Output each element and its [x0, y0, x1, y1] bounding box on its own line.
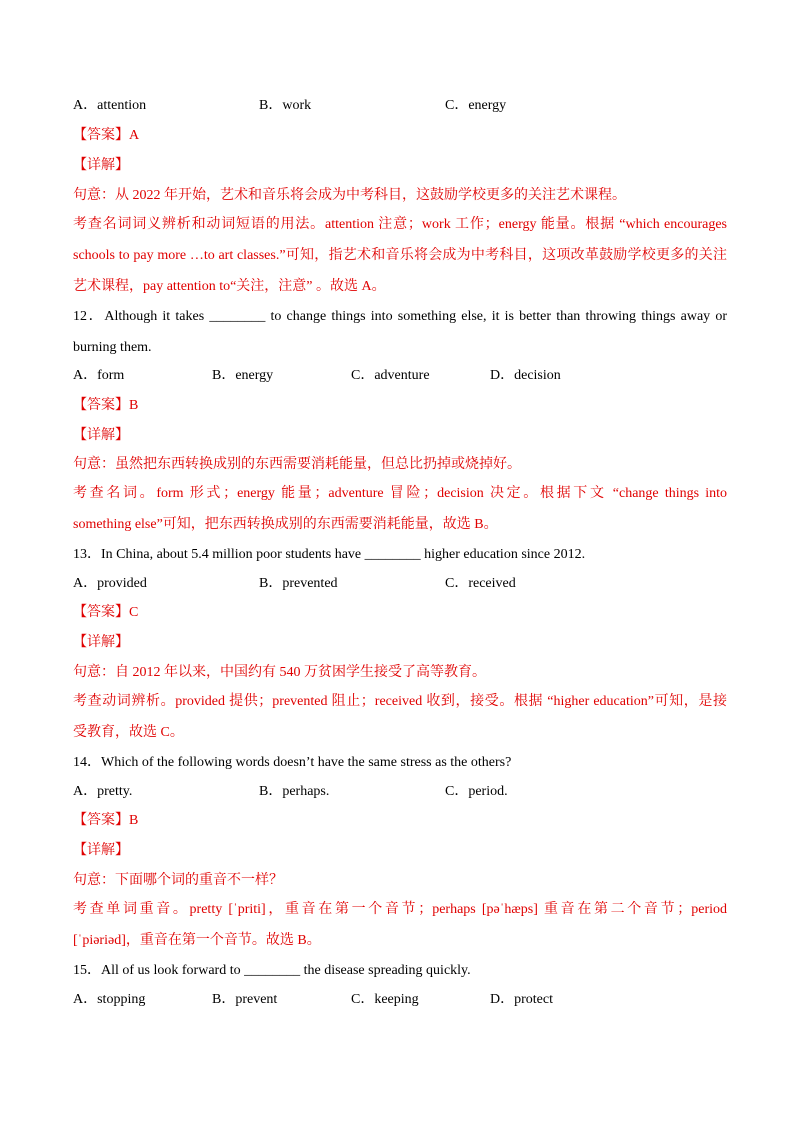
q13-option-b: B．prevented — [259, 576, 338, 591]
q13-detail-label: 【详解】 — [73, 635, 129, 650]
q14-answer: 【答案】B — [73, 813, 139, 828]
q14-option-b: B．perhaps. — [259, 784, 330, 799]
q14-explanation-line-2: [ˈpiəriəd]，重音在第一个音节。故选 B。 — [73, 933, 321, 948]
q12-option-b: B．energy — [212, 368, 274, 383]
q12-stem-line-1: 12．Although it takes ________ to change things into something else, it is better than throwing things away or — [73, 309, 727, 324]
q12-explanation-line-2: something else”可知，把东西转换成别的东西需要消耗能量，故选 B。 — [73, 517, 498, 532]
q12-explanation-line-1: 考查名词。form 形式；energy 能量；adventure 冒险；decision 决定。根据下文 “change things into — [73, 486, 727, 501]
q14-detail-label: 【详解】 — [73, 843, 129, 858]
q13-explanation-line-1: 考查动词辨析。provided 提供；prevented 阻止；received 收到，接受。根据 “higher education”可知，是接 — [73, 694, 727, 709]
q12-option-c: C．adventure — [351, 368, 430, 383]
q13-stem: 13．In China, about 5.4 million poor students have ________ higher education since 2012. — [73, 547, 586, 562]
q15-option-d: D．protect — [490, 992, 553, 1007]
q11-explanation-line-2: schools to pay more …to art classes.”可知，指艺术和音乐将会成为中考科目，这项改革鼓励学校更多的关注 — [73, 248, 727, 263]
q11-explanation-line-1: 考查名词词义辨析和动词短语的用法。attention 注意；work 工作；energy 能量。根据 “which encourages — [73, 217, 727, 232]
q11-option-b: B．work — [259, 98, 312, 113]
q14-option-c: C．period. — [445, 784, 508, 799]
q11-detail-label: 【详解】 — [73, 158, 129, 173]
q14-explanation-line-1: 考查单词重音。pretty [ˈpriti]，重音在第一个音节；perhaps [pəˈhæps] 重音在第二个音节；period — [73, 902, 727, 917]
q13-option-a: A．provided — [73, 576, 147, 591]
q11-meaning: 句意：从 2022 年开始，艺术和音乐将会成为中考科目，这鼓励学校更多的关注艺术课程。 — [73, 188, 626, 203]
q12-detail-label: 【详解】 — [73, 428, 129, 443]
q13-option-c: C．received — [445, 576, 516, 591]
q13-answer: 【答案】C — [73, 605, 139, 620]
q12-meaning: 句意：虽然把东西转换成别的东西需要消耗能量，但总比扔掉或烧掉好。 — [73, 457, 521, 472]
q11-option-a: A．attention — [73, 98, 147, 113]
q14-option-a: A．pretty. — [73, 784, 133, 799]
q12-answer: 【答案】B — [73, 398, 139, 413]
q13-explanation-line-2: 受教育，故选 C。 — [73, 725, 184, 740]
q15-stem: 15．All of us look forward to ________ the disease spreading quickly. — [73, 963, 471, 978]
q12-stem-line-2: burning them. — [73, 340, 152, 355]
q11-option-c: C．energy — [445, 98, 507, 113]
q11-answer: 【答案】A — [73, 128, 140, 143]
q12-option-d: D．decision — [490, 368, 561, 383]
q11-explanation-line-3: 艺术课程，pay attention to“关注，注意” 。故选 A。 — [73, 279, 386, 294]
q13-meaning: 句意：自 2012 年以来，中国约有 540 万贫困学生接受了高等教育。 — [73, 665, 486, 680]
q14-stem: 14．Which of the following words doesn’t have the same stress as the others? — [73, 755, 512, 770]
q12-option-a: A．form — [73, 368, 125, 383]
q15-option-c: C．keeping — [351, 992, 419, 1007]
q14-meaning: 句意：下面哪个词的重音不一样？ — [73, 873, 283, 888]
q15-option-a: A．stopping — [73, 992, 146, 1007]
q15-option-b: B．prevent — [212, 992, 278, 1007]
